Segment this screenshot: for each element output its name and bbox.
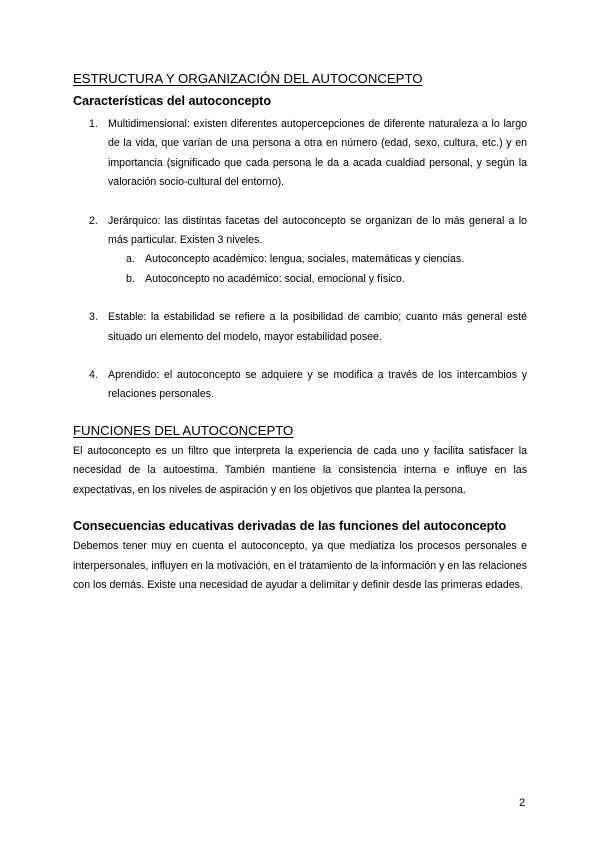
list-number: 1. (89, 118, 98, 130)
sublist-letter: a. (126, 253, 135, 266)
page-number: 2 (519, 797, 526, 809)
list-number: 2. (89, 214, 98, 227)
list-item (73, 115, 527, 193)
list-number: 4. (89, 369, 98, 382)
section-title-funciones: FUNCIONES DEL AUTOCONCEPTO (73, 422, 294, 438)
list-item-text: Estable: la estabilidad se refiere a la posibilidad de cambio; cuanto más general esté situado un elemento del modelo, mayor estabilidad posee. (108, 311, 527, 343)
funciones-paragraph: El autoconcepto es un filtro que interpreta la experiencia de cada uno y facilita satisfacer la necesidad de la autoestima. También mantiene la consistencia interna e influye en las expectativas, en los niveles de aspiración y en los objetivos que plantea la persona. (73, 444, 527, 496)
sublist-item-text: Autoconcepto no académico: social, emocional y físico. (145, 272, 405, 285)
sublist-item (108, 270, 527, 289)
consecuencias-paragraph: Debemos tener muy en cuenta el autoconcepto, ya que mediatiza los procesos personales e interpersonales, influyen en la motivación, en el tratamiento de la información y en las relaciones con los demás. Existe una necesidad de ayudar a delimitar y definir desde las primeras edades. (73, 540, 527, 591)
list-item-text: Multidimensional: existen diferentes autopercepciones de diferente naturaleza a lo largo de la vida, que varían de una persona a otra en número (edad, sexo, cultura, etc.) y en importancia (significado que cada persona le da a acada cualdiad personal, y según la valoración socio-cultural del entorno). (108, 118, 527, 189)
levels-sublist (108, 250, 527, 289)
characteristics-list (73, 115, 527, 405)
list-item-text: Jerárquico: las distintas facetas del autoconcepto se organizan de lo más general a lo más particular. Existen 3 niveles. (108, 214, 527, 247)
sublist-letter: b. (126, 272, 135, 285)
subsection-title-caracteristicas: Características del autoconcepto (73, 94, 272, 108)
list-item-text: Aprendido: el autoconcepto se adquiere y se modifica a través de los intercambios y relaciones personales. (108, 369, 527, 401)
list-number: 3. (89, 311, 98, 324)
list-item (73, 212, 527, 290)
section-title-estructura: ESTRUCTURA Y ORGANIZACIÓN DEL AUTOCONCEPTO (73, 71, 423, 86)
document-page (73, 70, 527, 595)
sublist-item (108, 250, 527, 269)
list-item (73, 366, 527, 405)
subsection-title-consecuencias: Consecuencias educativas derivadas de las funciones del autoconcepto (73, 519, 507, 534)
list-item (73, 308, 527, 347)
sublist-item-text: Autoconcepto académico: lengua, sociales, matemáticas y ciencias. (145, 253, 465, 266)
